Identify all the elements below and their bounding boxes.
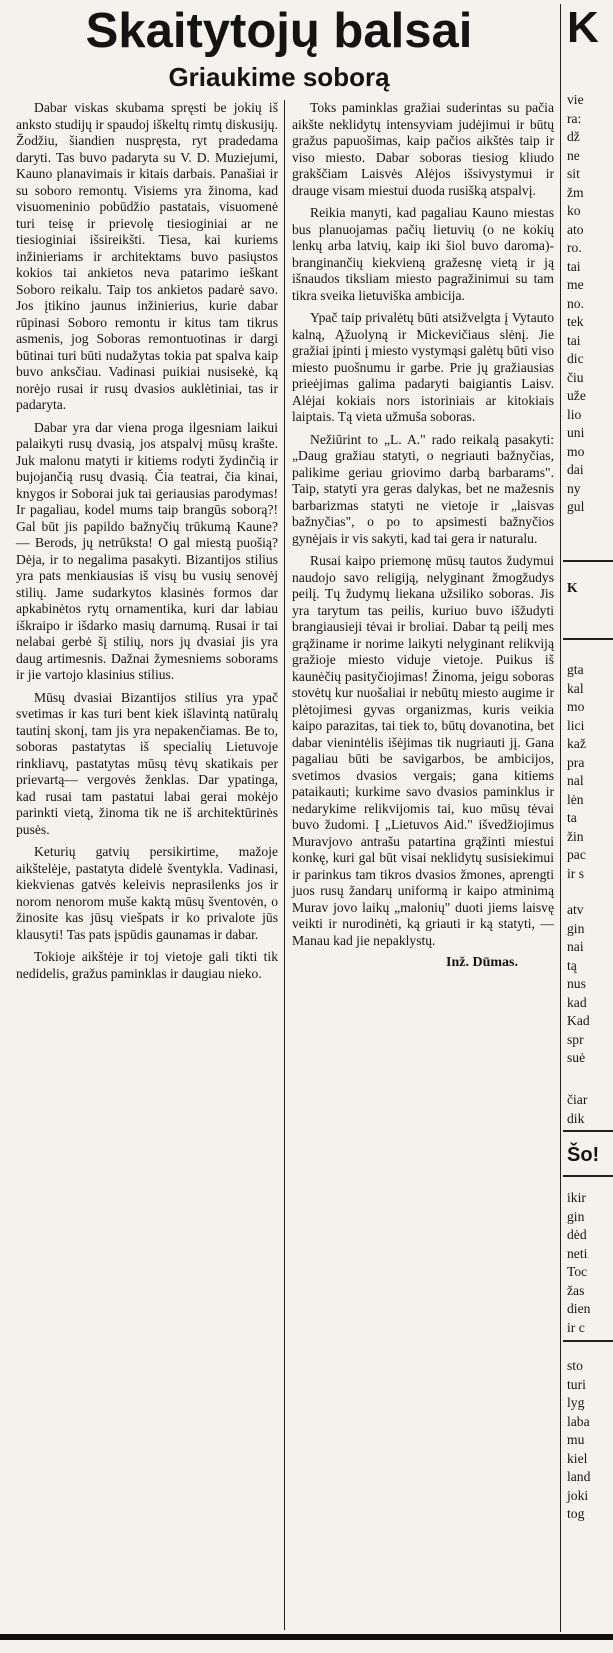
article-title: Griaukime soborą <box>168 62 390 92</box>
adjacent-fragment: ir s <box>567 865 584 881</box>
adjacent-fragment: ny <box>567 480 581 496</box>
adjacent-fragment: nus <box>567 976 586 991</box>
section-rule <box>563 638 613 640</box>
adjacent-column-fragment <box>563 0 613 1653</box>
adjacent-fragment: mo <box>567 699 585 714</box>
adjacent-fragment: gul <box>567 499 585 514</box>
adjacent-fragment: me <box>567 277 584 292</box>
adjacent-fragment: K <box>567 580 578 595</box>
adjacent-fragment: joki <box>567 1487 589 1503</box>
adjacent-fragment: čiu <box>567 369 584 385</box>
adjacent-fragment: ro. <box>567 240 582 255</box>
adjacent-fragment: suė <box>567 1050 586 1065</box>
adjacent-fragment: tą <box>567 957 577 973</box>
adjacent-fragment: tek <box>567 314 584 329</box>
adjacent-fragment: dien <box>567 1301 591 1316</box>
adjacent-fragment: tai <box>567 332 581 348</box>
adjacent-fragment: lėn <box>567 791 584 807</box>
paragraph: Dabar yra dar viena proga ilgesniam laikui palaikyti rusų dvasią, jos atspalvį mūsų krašte. Juk malonu matyti ir kitiems rodyti žydinčią ir bujojančią rusų dvasią. Čia teatrai, čia kinai, knygos ir Soborai juk tai geriausias parodymas! Ir pagaliau, kodel mums taip brangūs soborą?! Gal būt jis papildo bažnyčių trūkumą Kaune? — Berods, jų netrūksta! O gal miestą puošią? Dėja, ir to negalima pasakyti. Bizantijos stilius yra pats menkiausias iš visų bu vusių senovėj stilių. Jame sudarkytos klasinės formos dar apkabinėtos rytų ornamentika, kuri dar labiau iškraipo ir išdarko masių darnumą. Rusai ir tai nelabai gerbė šį stilių, nors jų dvasiai jis yra daug artimesnis. Dažnai žymesniems soborams ir jie vartojo klasinius stilius. <box>16 419 278 682</box>
adjacent-fragment: tog <box>567 1506 585 1521</box>
adjacent-fragment: kiel <box>567 1450 588 1466</box>
adjacent-fragment: gin <box>567 1208 585 1224</box>
paragraph: Ypač taip privalėtų būti atsižvelgta į Vytauto kalną, Ąžuolyną ir Mickevičiaus slėnį. Jie gražiai įpinti į miesto vystymąsi galėtų būti viso miesto puošnumu ir garbe. Prie jų gražiausias prieėjimas galima padaryti baigiantis Laisv. Alėjai kokiais nors istoriniais ar kitokiais laiptais. Tą vieta užmuša soboras. <box>292 310 554 424</box>
section-rule <box>563 1175 613 1177</box>
headline: Skaitytojų balsai <box>85 4 473 58</box>
column-divider <box>560 4 561 1632</box>
paragraph: Toks paminklas gražiai suderintas su pačia aikšte neklidytų intensyviam judėjimui ir būtų gražus papuošimas, kaip pačios aikštės taip ir viso miesto. Dabar soboras tiesiog kliudo grakščiam Laisvės Alėjos išsivystymui ir drauge visam miestui duoda rusišką atspalvį. <box>292 100 554 198</box>
adjacent-fragment: mu <box>567 1432 585 1447</box>
adjacent-fragment: nai <box>567 939 584 954</box>
section-rule <box>563 560 613 562</box>
adjacent-fragment: lyg <box>567 1395 585 1410</box>
adjacent-fragment: žas <box>567 1282 585 1298</box>
adjacent-fragment: no. <box>567 295 584 311</box>
adjacent-fragment: dic <box>567 351 584 366</box>
paragraph: Dabar viskas skubama spręsti be jokių iš anksto studijų ir spaudoj iškeltų rimtų diskusijų. Žodžiu, šiandien nuspręsta, ryt pradedama daryti. Tas buvo padaryta su V. D. Muziejumi, Kauno planavimais ir kitais darbais. Panašiai ir su soboro remontų. Visiems yra žinoma, kad visuomeninio pobūdžio pastatais, visuomenė turi teisę ir prievolę tiesioginiai ar ne tiesioginiai išsireikšti. Tiesa, kai kuriems inžinieriams ir architektams buvo pasiųstos kokios tai ankietos neva patarimo ieškant Soboro reikalu. Taip tos ankietos padarė savo. Jos įtikino jaunus inžinierius, kurie dabar rūpinasi Soboro remontu ir kitus tam tikrus asmenis, jog Soboras remontuotinas ir dargi būtinai turi būti nudažytas tokia pat spalva kaip buvo anksčiau. Vadinasi puikiai nusisekė, ką norėjo rusai ir rusų dvasios auklėtiniai, tas ir padaryta. <box>16 100 278 412</box>
adjacent-fragment: neti <box>567 1245 588 1261</box>
section-rule <box>563 1340 613 1342</box>
adjacent-fragment: lio <box>567 406 582 422</box>
adjacent-fragment: žin <box>567 828 584 844</box>
adjacent-fragment: spr <box>567 1031 584 1047</box>
adjacent-fragment: nal <box>567 773 584 788</box>
adjacent-fragment: kaž <box>567 736 586 751</box>
adjacent-fragment: kad <box>567 994 587 1010</box>
adjacent-fragment: sto <box>567 1358 583 1373</box>
adjacent-fragment: ikir <box>567 1190 586 1205</box>
adjacent-fragment: vie <box>567 92 584 107</box>
adjacent-fragment: sit <box>567 166 580 181</box>
adjacent-fragment: mo <box>567 443 585 459</box>
adjacent-fragment: žm <box>567 184 584 200</box>
paragraph: Reikia manyti, kad pagaliau Kauno miestas bus planuojamas pačių lietuvių (o ne kokių lenkų arba latvių, kaip iki šiol buvo daroma)- branginančių kiekvieną gražesnę vietą ir ją išnaudos tiksliam miesto pagražinimui su tam tikra sveika lietuviška ambicija. <box>292 205 554 303</box>
adjacent-fragment: ra: <box>567 110 582 126</box>
adjacent-fragment: Toc <box>567 1264 588 1279</box>
paragraph: Tokioje aikštėje ir toj vietoje gali tikti tik nedidelis, gražus paminklas ir daugiau nieko. <box>16 949 278 981</box>
article-column-2 <box>292 100 554 972</box>
adjacent-fragment: ato <box>567 221 584 237</box>
adjacent-fragment: pac <box>567 847 586 862</box>
adjacent-heading: K <box>567 3 599 52</box>
adjacent-fragment: kal <box>567 680 584 696</box>
adjacent-fragment: pra <box>567 754 585 770</box>
adjacent-fragment: land <box>567 1469 591 1484</box>
adjacent-fragment: dėd <box>567 1227 587 1242</box>
paragraph: Mūsų dvasiai Bizantijos stilius yra ypač svetimas ir kas turi bent kiek išlavintą natūralų tautinį skonį, tam jis yra nepakenčiamas. Be to, soboras pastatytas iš specialių Lietuvoje rinkliavų, pastatytas mūsų tėvų skatikais per prievartą— vergovės ženklas. Dar ypatinga, kad rusai tam pastatui labai gerai mokėjo parinkti vietą, žinoma tik ne iš architektūrinės pusės. <box>16 689 278 837</box>
adjacent-fragment: Šo! <box>567 1144 600 1166</box>
article-column-1 <box>16 100 278 982</box>
adjacent-fragment: ko <box>567 203 581 218</box>
adjacent-fragment: ta <box>567 810 577 825</box>
paragraph: Rusai kaipo priemonę mūsų tautos žudymui naudojo savo religiją, nelyginant žmogžudys peilį. Tų žudymų liekana užsiliko soboras. Jis yra tarytum tas peilis, kuriuo buvo išžudyti brangiausieji tėvai ir broliai. Dabar tą peilį mes grąžiname ir norime laikyti nelyginant relikviją gražioje miesto viduje vietoje. Puikus iš kaunėčių pasityčiojimas! Žinoma, jeigu soboras stovėtų kur nuošaliai ir nebūtų miesto augime ir plėtojimesi gyvas organizmas, kuris veikia kaipo parazitas, tai tiek to, būtų dovanotina, bet dabar vienintėlis išėjimas tik nugriauti jį. Gana pagaliau būti be savigarbos, be ambicijos, svetimos dvasios vergais; gana kitiems pataikauti; kurkime savo dvasios paminklus ir nedarykime relikvijomis tai, kuo mūsų tėvai buvo žudomi. Į „Lietuvos Aid." išvedžiojimus Muravjovo antrašu patartina grąžinti miestui konkę, kuri gal būt visai neklidytų susisiekimui ir parinkus tam tikros dvasios žmones, aprengti juos rusų žandarų uniformą ir kaipo atminimą Murav jovo laikų „malonių" duoti jiems laisvę veikti ir nurodinėti, ką griauti ir ką statyti, — Manau kad jie nepaklystų. <box>292 553 554 948</box>
adjacent-fragment: turi <box>567 1376 586 1392</box>
adjacent-fragment: Kad <box>567 1013 590 1028</box>
adjacent-fragment: uže <box>567 388 586 403</box>
adjacent-fragment: ne <box>567 147 580 163</box>
adjacent-fragment: dik <box>567 1110 585 1126</box>
adjacent-fragment: uni <box>567 425 585 440</box>
column-divider <box>284 100 285 1630</box>
bottom-rule <box>0 1634 613 1640</box>
author-signature: Inž. Dūmas. <box>446 955 518 970</box>
adjacent-fragment: gin <box>567 920 585 936</box>
section-rule <box>563 1130 613 1132</box>
adjacent-fragment: čiar <box>567 1092 588 1107</box>
adjacent-fragment: lici <box>567 717 585 733</box>
adjacent-fragment: atv <box>567 902 584 917</box>
paragraph: Keturių gatvių persikirtime, mažoje aikštelėje, pastatyta didelė šventykla. Vadinasi, kiekvienas gatvės keleivis neprasilenks jos ir norom nenorom muše kaktą mūsų šventovėn, o žinosite kas jūsų viešpats ir ko privalote jūs klausyti! Tas pats įspūdis gaunamas ir dabar. <box>16 844 278 942</box>
adjacent-fragment: laba <box>567 1413 590 1429</box>
adjacent-fragment: ir c <box>567 1319 585 1335</box>
paragraph: Nežiūrint to „L. A." rado reikalą pasakyti: „Daug gražiau statyti, o negriauti bažnyčias, palikime geriau griovimo darbą barbarams". Taip, statyti yra geras dalykas, bet ne mažesnis barbarizmas statyti ne vietoje ir „laisvas bažnyčias", o po to apsimesti bažnyčios gynėjais ir vis sakyti, kad tai gera ir naturalu. <box>292 431 554 546</box>
adjacent-fragment: tai <box>567 258 581 274</box>
adjacent-fragment: gta <box>567 662 584 677</box>
adjacent-fragment: dai <box>567 462 584 477</box>
adjacent-fragment: dž <box>567 129 580 144</box>
